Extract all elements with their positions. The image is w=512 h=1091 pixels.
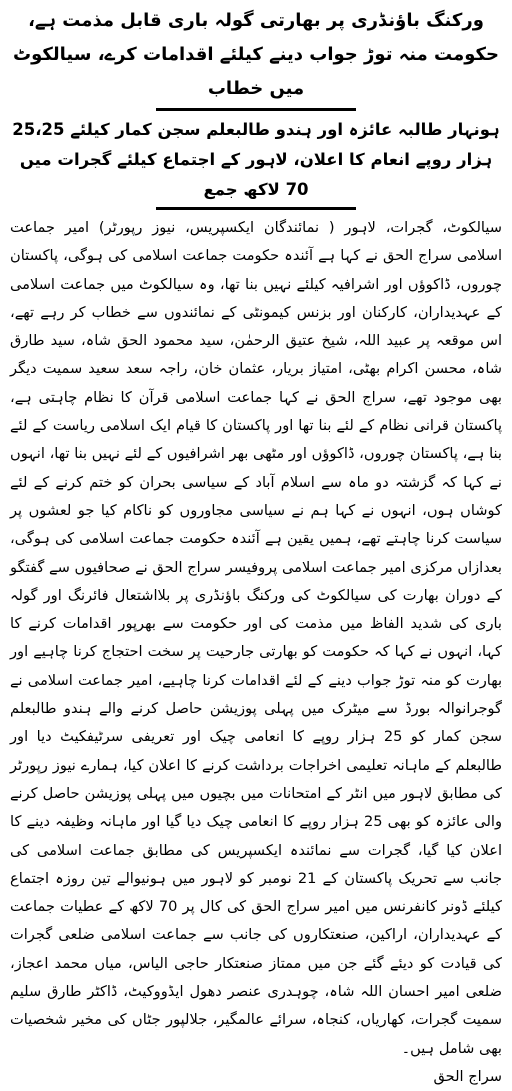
subhead-divider (156, 207, 356, 210)
article-body: سیالکوٹ، گجرات، لاہور ( نمائندگان ایکسپریس، نیوز رپورٹر) امیر جماعت اسلامی سراج الحق نے کہا ہے آئندہ حکومت جماعت اسلامی کی ہوگی، پاکستان چوروں، ڈاکوؤں اور اشرافیہ کیلئے نہیں بنا تھا، وہ سیالکوٹ میں جماعت اسلامی کے عہدیداران، کارکنان اور بزنس کیمونٹی کے نمائندوں سے خطاب کر رہے تھے، اس موقعہ پر عبید اللہ، شیخ عتیق الرحمٰن، سید محمود الحق شاہ، سید طارق شاہ، محسن اکرام بھٹی، امتیاز بریار، عثمان خان، راجہ سعد سعید سمیت دیگر بھی موجود تھے، سراج الحق نے کہا جماعت اسلامی قرآن کا نظام چاہتی ہے، پاکستان قرانی نظام کے لئے بنا تھا اور پاکستان کا قیام ایک اسلامی ریاست کے لئے بنا ہے، پاکستان چوروں، ڈاکوؤں اور مٹھی بھر اشرافیوں کے لئے نہیں بنا تھا، انہوں نے کہا کہ گزشتہ دو ماہ سے اسلام آباد کے سیاسی بحران کو ختم کرنے کے لئے کوشاں ہوں، انہوں نے کہا ہم نے سیاسی مجاوروں کو ناکام کیا جو لعشوں پر سیاست کرنا چاہتے تھے، ہمیں یقین ہے آئندہ حکومت جماعت اسلامی کی ہوگی، بعدازاں مرکزی امیر جماعت اسلامی پروفیسر سراج الحق نے صحافیوں سے گفتگو کے دوران بھارت کی سیالکوٹ کی ورکنگ باؤنڈری پر بلااشتعال فائرنگ اور گولہ باری کی شدید الفاظ میں مذمت کی اور حکومت سے بھرپور اقدامات کرنے کا کہا، انہوں نے کہا کہ حکومت کو بھارتی جارحیت پر سخت احتجاج کرنا چاہیے اور بھارت کو منہ توڑ جواب دینے کے لئے اقدامات کرنا چاہیے، امیر جماعت اسلامی نے گوجرانوالہ بورڈ سے میٹرک میں پہلی پوزیشن حاصل کرنے والے ہندو طالبعلم سجن کمار کو 25 ہزار روپے کا انعامی چیک اور تعریفی سرٹیفکیٹ دیا اور طالبعلم کے ماہانہ تعلیمی اخراجات برداشت کرنے کا اعلان کیا، ہمارے نیوز رپورٹر کی مطابق لاہور میں انٹر کے امتحانات میں بچیوں میں پہلی پوزیشن حاصل کرنے والی عائزہ کو بھی 25 ہزار روپے کا انعامی چیک دیا گیا اور ماہانہ وظیفہ دینے کا اعلان کیا گیا، گجرات سے نمائندہ ایکسپریس کی مطابق جماعت اسلامی کی جانب سے تحریک پاکستان کے 21 نومبر کو لاہور میں ہونیوالے تین روزہ اجتماع کیلئے ڈونر کانفرنس میں امیر سراج الحق کی کال پر 70 لاکھ کے عطیات جماعت کے عہدیداران، اراکین، صنعتکاروں کی جانب سے جماعت اسلامی ضلعی گجرات کی قیادت کو دیئے گئے جن میں ممتاز صنعتکار حاجی الیاس، میاں محمد اعجاز، ضلعی امیر احسان اللہ شاہ، چوہدری عنصر دھول ایڈووکیٹ، ڈاکٹر طارق سلیم سمیت گجرات، کھاریاں، کنجاہ، سرائے عالمگیر، جلالپور جٹاں کی مخیر شخصیات بھی شامل ہیں۔ (10, 219, 502, 1057)
article-headline: ورکنگ باؤنڈری پر بھارتی گولہ باری قابل مذمت ہے، حکومت منہ توڑ جواب دینے کیلئے اقدامات کرے، سیالکوٹ میں خطاب (13, 10, 499, 99)
headline-divider (156, 108, 356, 111)
article-subheadline: ہونہار طالبہ عائزہ اور ہندو طالبعلم سجن کمار کیلئے 25،25 ہزار روپے انعام کا اعلان، لاہور کے اجتماع کیلئے گجرات میں 70 لاکھ جمع (12, 120, 500, 199)
photo-caption: سراج الحق (433, 1067, 502, 1085)
